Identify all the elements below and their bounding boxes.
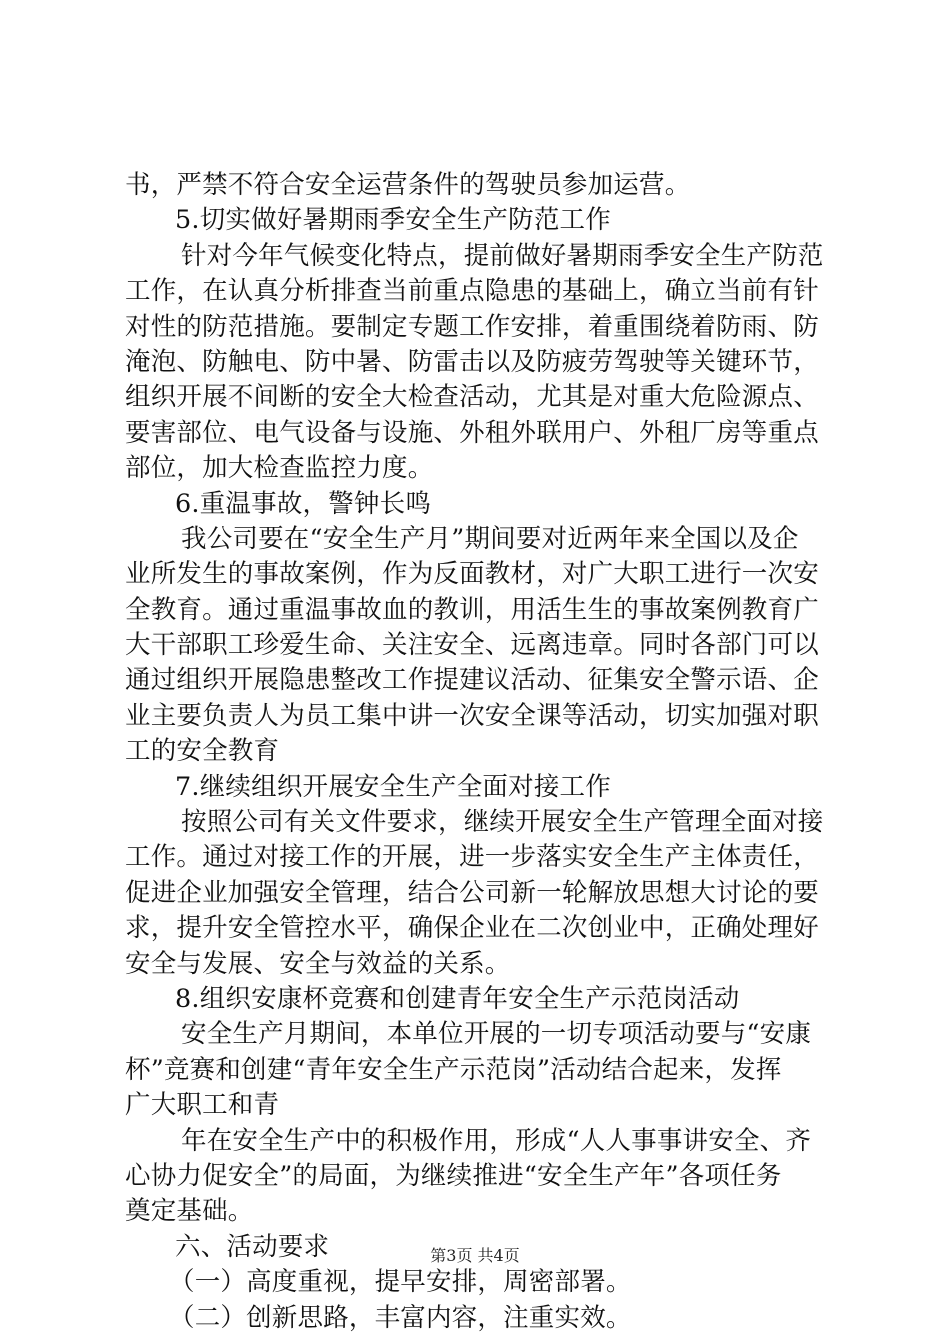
text-line: 按照公司有关文件要求，继续开展安全生产管理全面对接 xyxy=(181,807,824,838)
text-line: 安全生产月期间，本单位开展的一切专项活动要与“安康 xyxy=(181,1019,812,1050)
text-line: 对性的防范措施。要制定专题工作安排，着重围绕着防雨、防 xyxy=(125,311,819,342)
text-line: 杯”竞赛和创建“青年安全生产示范岗”活动结合起来，发挥 xyxy=(125,1054,782,1085)
text-line: 我公司要在“安全生产月”期间要对近两年来全国以及企 xyxy=(181,523,799,554)
text-line: 部位，加大检查监控力度。 xyxy=(125,453,434,484)
text-line: 要害部位、电气设备与设施、外租外联用户、外租厂房等重点 xyxy=(125,417,819,448)
text-line: 全教育。通过重温事故血的教训，用活生生的事故案例教育广 xyxy=(125,594,819,625)
text-line: 业主要负责人为员工集中讲一次安全课等活动，切实加强对职 xyxy=(125,700,819,731)
text-line: 工的安全教育 xyxy=(125,736,280,767)
text-line: 工作，在认真分析排查当前重点隐患的基础上，确立当前有针 xyxy=(125,276,819,307)
text-line: 淹泡、防触电、防中暑、防雷击以及防疲劳驾驶等关键环节， xyxy=(125,346,819,377)
text-line: 六、活动要求 xyxy=(175,1231,330,1262)
text-line: 心协力促安全”的局面，为继续推进“安全生产年”各项任务 xyxy=(125,1160,782,1191)
text-line: 书，严禁不符合安全运营条件的驾驶员参加运营。 xyxy=(125,170,691,200)
text-line: 7.继续组织开展安全生产全面对接工作 xyxy=(175,771,611,802)
text-line: 促进企业加强安全管理，结合公司新一轮解放思想大讨论的要 xyxy=(125,877,819,908)
text-line: 求，提升安全管控水平，确保企业在二次创业中，正确处理好 xyxy=(125,913,819,944)
text-line: 针对今年气候变化特点，提前做好暑期雨季安全生产防范 xyxy=(181,240,824,271)
text-line: 工作。通过对接工作的开展，进一步落实安全生产主体责任， xyxy=(125,842,819,873)
text-line: 通过组织开展隐患整改工作提建议活动、征集安全警示语、企 xyxy=(125,665,819,696)
text-line: 6.重温事故，警钟长鸣 xyxy=(175,488,432,519)
text-line: 广大职工和青 xyxy=(125,1090,280,1121)
text-line: 8.组织安康杯竞赛和创建青年安全生产示范岗活动 xyxy=(175,983,740,1014)
text-line: 安全与发展、安全与效益的关系。 xyxy=(125,948,511,979)
document-body xyxy=(125,168,830,1336)
text-line: 组织开展不间断的安全大检查活动，尤其是对重大危险源点、 xyxy=(125,382,819,413)
text-line: 年在安全生产中的积极作用，形成“人人事事讲安全、齐 xyxy=(181,1125,812,1156)
text-line: 5.切实做好暑期雨季安全生产防范工作 xyxy=(175,205,611,236)
text-line: 业所发生的事故案例，作为反面教材，对广大职工进行一次安 xyxy=(125,559,819,590)
page-footer: 第3页 共4页 xyxy=(430,1246,520,1265)
text-line: （一）高度重视，提早安排，周密部署。 xyxy=(169,1267,632,1298)
text-line: 奠定基础。 xyxy=(125,1196,254,1227)
text-line: 大干部职工珍爱生命、关注安全、远离违章。同时各部门可以 xyxy=(125,630,819,661)
text-line: （二）创新思路，丰富内容，注重实效。 xyxy=(169,1302,632,1333)
